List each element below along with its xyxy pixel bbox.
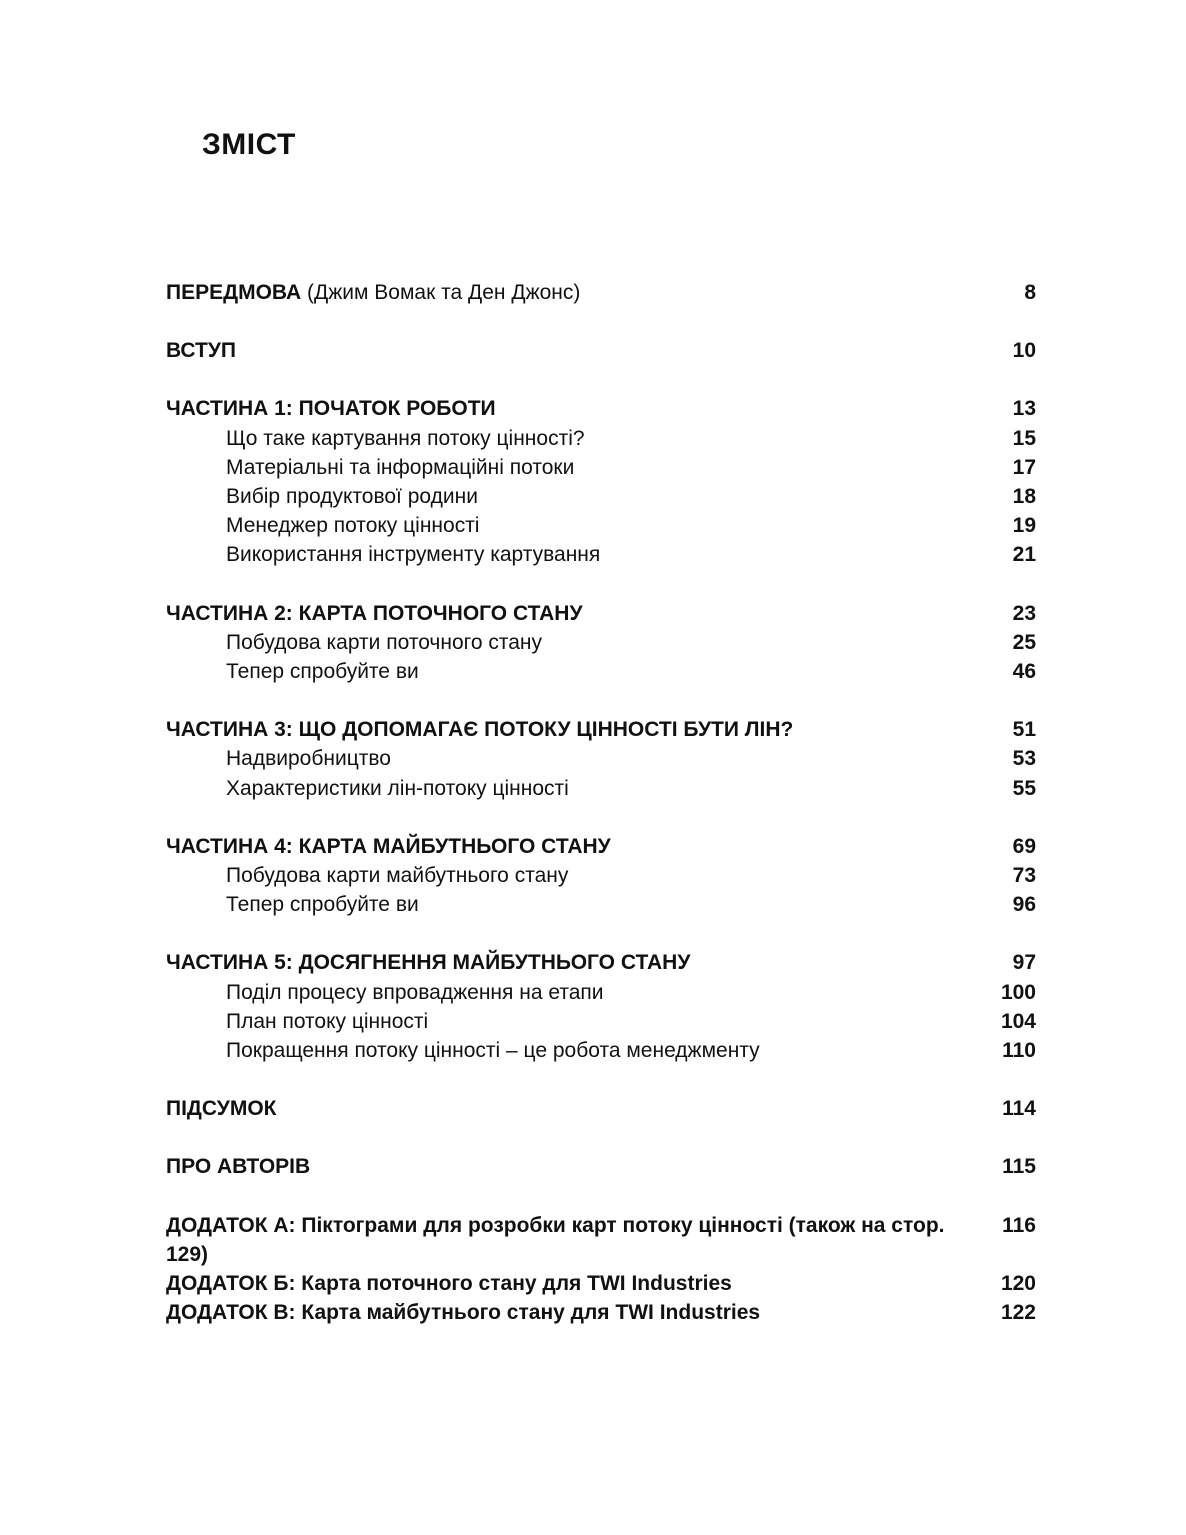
toc-page-number: 17 bbox=[1012, 455, 1036, 479]
toc-entry-label: ДОДАТОК В: Карта майбутнього стану для TWI Industries bbox=[166, 1301, 761, 1325]
toc-page-number: 96 bbox=[1012, 893, 1036, 917]
toc-entry[interactable] bbox=[166, 336, 1036, 365]
toc-page-number: 100 bbox=[1000, 980, 1036, 1004]
toc-entry-note: (Джим Вомак та Ден Джонс) bbox=[307, 281, 581, 304]
toc-section-part2 bbox=[166, 599, 1036, 687]
toc-subentry-label: Надвиробництво bbox=[226, 747, 391, 771]
toc-subentry[interactable] bbox=[166, 628, 1036, 657]
toc-section-part1 bbox=[166, 394, 1036, 569]
toc-entry-label: ДОДАТОК Б: Карта поточного стану для TWI Industries bbox=[166, 1272, 732, 1296]
toc-entry-label: ПРО АВТОРІВ bbox=[166, 1155, 311, 1179]
toc-subentry[interactable] bbox=[166, 657, 1036, 686]
toc-entry[interactable] bbox=[166, 948, 1036, 977]
toc-section-part5 bbox=[166, 948, 1036, 1065]
toc-subentry-label: Тепер спробуйте ви bbox=[226, 660, 419, 684]
toc-entry[interactable] bbox=[166, 278, 1036, 307]
toc-appendix-entry[interactable] bbox=[166, 1211, 1036, 1269]
toc-subentry[interactable] bbox=[166, 540, 1036, 569]
toc-subentry-label: Побудова карти поточного стану bbox=[226, 630, 543, 654]
toc-appendix-entry[interactable] bbox=[166, 1298, 1036, 1327]
toc-page-number: 73 bbox=[1012, 864, 1036, 888]
toc-page-number: 110 bbox=[1002, 1039, 1036, 1063]
toc-entry[interactable] bbox=[166, 1094, 1036, 1123]
toc-entry-label: ЧАСТИНА 5: ДОСЯГНЕННЯ МАЙБУТНЬОГО СТАНУ bbox=[166, 951, 691, 975]
page-title: ЗМІСТ bbox=[202, 128, 296, 161]
toc-entry-label: ВСТУП bbox=[166, 339, 236, 363]
table-of-contents bbox=[166, 278, 1036, 1327]
toc-section-part3 bbox=[166, 715, 1036, 803]
toc-page-number: 8 bbox=[1024, 281, 1036, 304]
toc-page-number: 55 bbox=[1012, 776, 1036, 800]
toc-subentry[interactable] bbox=[166, 1007, 1036, 1036]
toc-entry[interactable] bbox=[166, 1152, 1036, 1181]
toc-subentry-label: Поділ процесу впровадження на етапи bbox=[226, 980, 604, 1004]
toc-subentry[interactable] bbox=[166, 482, 1036, 511]
toc-subentry[interactable] bbox=[166, 1036, 1036, 1065]
toc-page-number: 25 bbox=[1012, 630, 1036, 654]
toc-entry[interactable] bbox=[166, 394, 1036, 423]
toc-page-number: 122 bbox=[1000, 1301, 1036, 1325]
toc-section-summary bbox=[166, 1094, 1036, 1123]
toc-subentry[interactable] bbox=[166, 511, 1036, 540]
toc-entry[interactable] bbox=[166, 715, 1036, 744]
toc-subentry[interactable] bbox=[166, 978, 1036, 1007]
toc-page-number: 120 bbox=[1000, 1272, 1036, 1296]
toc-subentry-label: Що таке картування потоку цінності? bbox=[226, 426, 585, 450]
toc-subentry-label: Використання інструменту картування bbox=[226, 543, 601, 567]
toc-entry-label: ПЕРЕДМОВА (Джим Вомак та Ден Джонс) bbox=[166, 281, 581, 304]
toc-page-number: 15 bbox=[1012, 426, 1036, 450]
toc-subentry-label: Побудова карти майбутнього стану bbox=[226, 864, 569, 888]
toc-entry-label: ДОДАТОК А: Піктограми для розробки карт потоку цінності (також на стор. 129) bbox=[166, 1213, 945, 1266]
toc-appendix-entry[interactable] bbox=[166, 1269, 1036, 1298]
toc-subentry-label: Тепер спробуйте ви bbox=[226, 893, 419, 917]
toc-subentry[interactable] bbox=[166, 774, 1036, 803]
toc-subentry[interactable] bbox=[166, 861, 1036, 890]
toc-page-number: 23 bbox=[1012, 601, 1036, 625]
toc-entry[interactable] bbox=[166, 832, 1036, 861]
toc-page-number: 69 bbox=[1012, 834, 1036, 858]
toc-entry[interactable] bbox=[166, 599, 1036, 628]
toc-entry-label: ЧАСТИНА 3: ЩО ДОПОМАГАЄ ПОТОКУ ЦІННОСТІ БУТИ ЛІН? bbox=[166, 718, 794, 742]
toc-page-number: 21 bbox=[1012, 543, 1036, 567]
toc-page-number: 13 bbox=[1012, 397, 1036, 421]
toc-subentry-label: Покращення потоку цінності – це робота менеджменту bbox=[226, 1039, 760, 1063]
toc-section-intro bbox=[166, 336, 1036, 365]
toc-page-number: 114 bbox=[1002, 1097, 1036, 1121]
toc-section-part4 bbox=[166, 832, 1036, 920]
toc-page-number: 116 bbox=[1002, 1213, 1036, 1237]
toc-subentry-label: Матеріальні та інформаційні потоки bbox=[226, 455, 575, 479]
toc-subentry[interactable] bbox=[166, 453, 1036, 482]
toc-entry-label: ЧАСТИНА 4: КАРТА МАЙБУТНЬОГО СТАНУ bbox=[166, 834, 611, 858]
toc-page-number: 53 bbox=[1012, 747, 1036, 771]
toc-page-number: 51 bbox=[1012, 718, 1036, 742]
toc-entry-label: ЧАСТИНА 2: КАРТА ПОТОЧНОГО СТАНУ bbox=[166, 601, 583, 625]
toc-page-number: 97 bbox=[1012, 951, 1036, 975]
toc-page-number: 18 bbox=[1012, 485, 1036, 509]
toc-subentry[interactable] bbox=[166, 744, 1036, 773]
toc-section-authors bbox=[166, 1152, 1036, 1181]
toc-page-number: 46 bbox=[1012, 660, 1036, 684]
toc-entry-label: ЧАСТИНА 1: ПОЧАТОК РОБОТИ bbox=[166, 397, 496, 421]
toc-section-preface bbox=[166, 278, 1036, 307]
toc-section-appendices bbox=[166, 1211, 1036, 1328]
toc-page-number: 104 bbox=[1000, 1009, 1036, 1033]
toc-subentry-label: Менеджер потоку цінності bbox=[226, 514, 480, 538]
toc-subentry-label: План потоку цінності bbox=[226, 1009, 429, 1033]
toc-page-number: 19 bbox=[1012, 514, 1036, 538]
toc-subentry[interactable] bbox=[166, 424, 1036, 453]
toc-subentry-label: Вибір продуктової родини bbox=[226, 485, 478, 509]
toc-subentry[interactable] bbox=[166, 890, 1036, 919]
toc-subentry-label: Характеристики лін-потоку цінності bbox=[226, 776, 569, 800]
toc-entry-label: ПІДСУМОК bbox=[166, 1097, 277, 1121]
toc-page-number: 10 bbox=[1012, 339, 1036, 363]
toc-page-number: 115 bbox=[1002, 1155, 1036, 1179]
